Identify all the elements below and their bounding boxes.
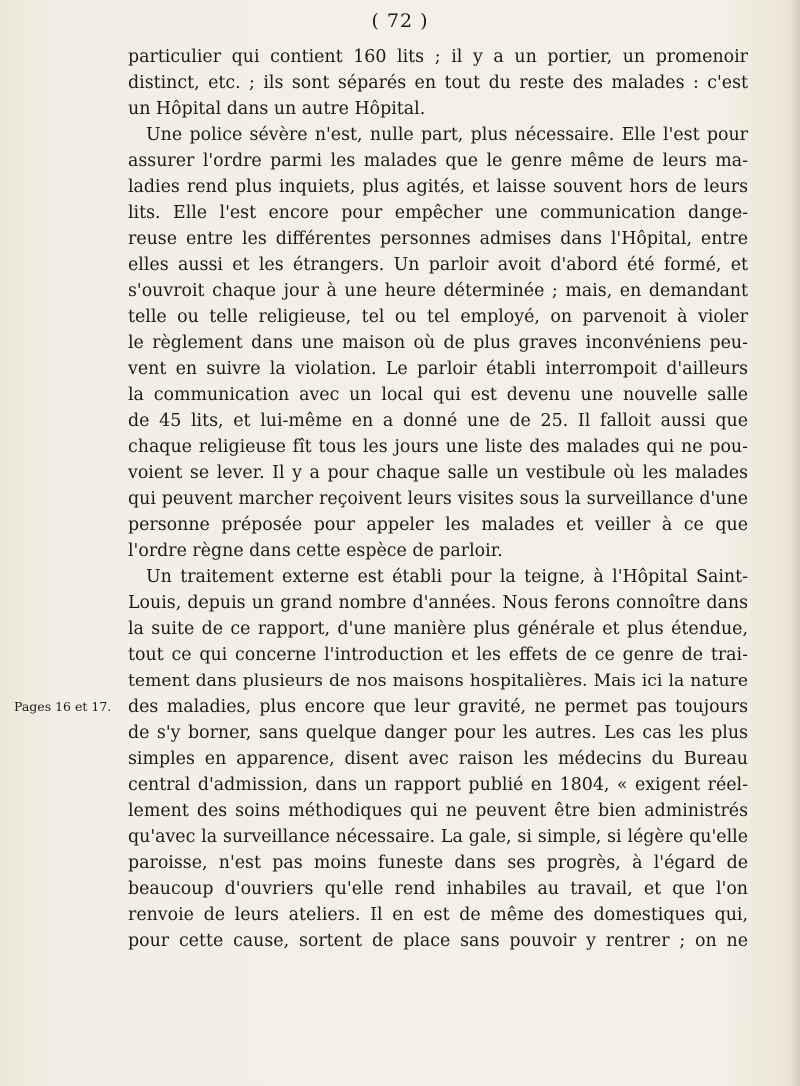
text-line: de s'y borner, sans quelque danger pour les autres. Les cas les plus: [128, 723, 748, 743]
page-edge-shadow: [790, 0, 800, 1086]
text-line: la communication avec un local qui est devenu une nouvelle salle: [128, 385, 748, 405]
text-line: central d'admission, dans un rapport publié en 1804, « exigent réel-: [128, 775, 748, 795]
text-line: chaque religieuse fît tous les jours une liste des malades qui ne pou-: [128, 437, 748, 457]
text-line: particulier qui contient 160 lits ; il y a un portier, un promenoir: [128, 47, 748, 67]
text-line: pour cette cause, sortent de place sans pouvoir y rentrer ; on ne: [128, 931, 748, 951]
text-line: Un traitement externe est établi pour la teigne, à l'Hôpital Saint-: [146, 567, 748, 587]
text-line: qui peuvent marcher reçoivent leurs visites sous la surveillance d'une: [128, 489, 748, 509]
text-line: de 45 lits, et lui-même en a donné une de 25. Il falloit aussi que: [128, 411, 748, 431]
text-line: lits. Elle l'est encore pour empêcher une communication dange-: [128, 203, 748, 223]
text-line: renvoie de leurs ateliers. Il en est de même des domestiques qui,: [128, 905, 748, 925]
text-line: la suite de ce rapport, d'une manière plus générale et plus étendue,: [128, 619, 748, 639]
text-line: tement dans plusieurs de nos maisons hospitalières. Mais ici la nature: [128, 671, 748, 691]
text-line: lement des soins méthodiques qui ne peuvent être bien administrés: [128, 801, 748, 821]
text-line: voient se lever. Il y a pour chaque salle un vestibule où les malades: [128, 463, 748, 483]
page-number: ( 72 ): [371, 10, 429, 32]
margin-note: Pages 16 et 17.: [14, 699, 112, 714]
text-line: simples en apparence, disent avec raison les médecins du Bureau: [128, 749, 748, 769]
text-line: ladies rend plus inquiets, plus agités, et laisse souvent hors de leurs: [128, 177, 748, 197]
text-line: paroisse, n'est pas moins funeste dans ses progrès, à l'égard de: [128, 853, 748, 873]
text-line: vent en suivre la violation. Le parloir établi interrompoit d'ailleurs: [128, 359, 748, 379]
text-line: un Hôpital dans un autre Hôpital.: [128, 99, 426, 119]
text-line: beaucoup d'ouvriers qu'elle rend inhabiles au travail, et que l'on: [128, 879, 748, 899]
text-line: distinct, etc. ; ils sont séparés en tout du reste des malades : c'est: [128, 73, 748, 93]
text-line: l'ordre règne dans cette espèce de parloir.: [128, 541, 503, 561]
body-text: [128, 44, 748, 954]
text-line: Une police sévère n'est, nulle part, plus nécessaire. Elle l'est pour: [146, 125, 748, 145]
text-line: qu'avec la surveillance nécessaire. La gale, si simple, si légère qu'elle: [128, 827, 748, 847]
text-line: tout ce qui concerne l'introduction et les effets de ce genre de trai-: [128, 645, 748, 665]
text-line: personne préposée pour appeler les malades et veiller à ce que: [128, 515, 748, 535]
text-line: le règlement dans une maison où de plus graves inconvéniens peu-: [128, 333, 748, 353]
text-line: assurer l'ordre parmi les malades que le genre même de leurs ma-: [128, 151, 748, 171]
text-line: Louis, depuis un grand nombre d'années. Nous ferons connoître dans: [128, 593, 748, 613]
text-line: elles aussi et les étrangers. Un parloir avoit d'abord été formé, et: [128, 255, 748, 275]
text-line: telle ou telle religieuse, tel ou tel employé, on parvenoit à violer: [128, 307, 748, 327]
text-line: reuse entre les différentes personnes admises dans l'Hôpital, entre: [128, 229, 748, 249]
text-line: des maladies, plus encore que leur gravité, ne permet pas toujours: [128, 697, 748, 717]
text-line: s'ouvroit chaque jour à une heure déterminée ; mais, en demandant: [128, 281, 748, 301]
